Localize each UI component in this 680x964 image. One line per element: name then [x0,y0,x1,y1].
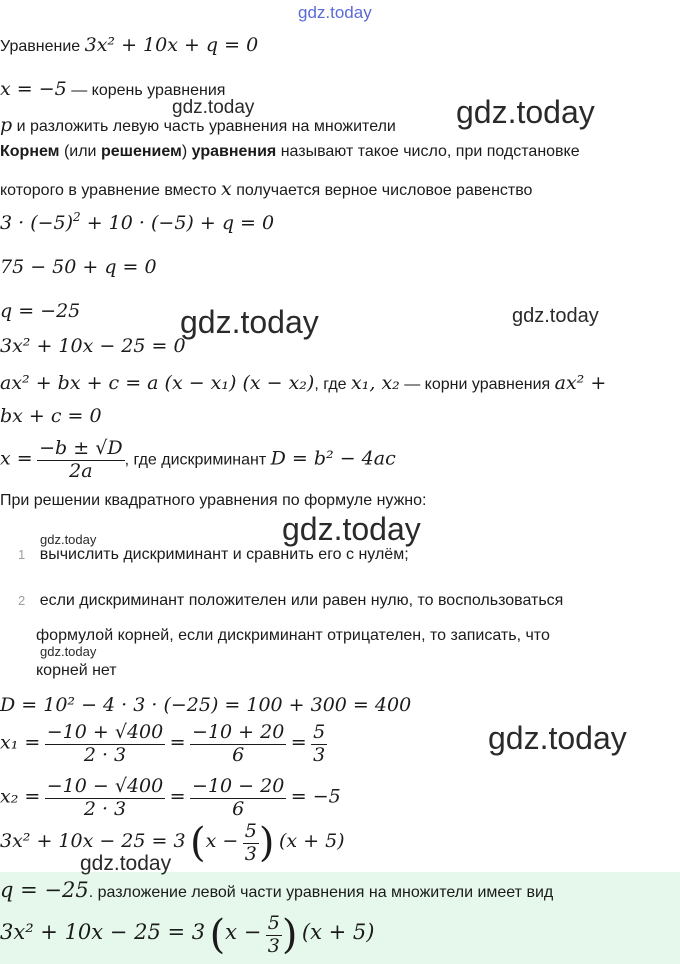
formula-fraction [37,438,124,483]
rule-item-2-line-2: формулой корней, если дискриминант отрицателен, то записать, что [36,627,550,644]
fact-frac [243,821,259,866]
x1-frac-2-num: −10 + 20 [192,721,285,743]
x1-frac-2 [190,722,286,767]
x1-frac-1 [45,722,165,767]
factor-tail: ax² + [554,372,607,394]
formula-where: , где дискриминант [124,451,267,469]
answer-line-2: 3x² + 10x − 25 = 3 (x − $\frac{5}{3}$ ) (x + 5) [0,911,375,958]
step-substitution [0,210,274,234]
goal-text: и разложить левую часть уравнения на множители [16,118,396,135]
definition-line-2 [0,178,532,200]
x1-frac-3-num: 5 [313,721,326,743]
def-line2-var: x [221,178,232,200]
x2-frac-1-num: −10 − √400 [46,775,164,797]
x2-lhs: x₂ = [0,785,41,808]
x1-frac-3-den: 3 [313,743,326,766]
rule-item-1 [18,546,409,564]
x1-frac-1-num: −10 + √400 [46,721,164,743]
x2-result: = −5 [290,785,341,808]
def-line2-a: которого в уравнение вместо [0,182,217,199]
factor-roots-text: — корни уравнения [404,376,551,393]
rule-intro: При решении квадратного уравнения по формуле нужно: [0,492,427,509]
header-site-logo[interactable]: gdz.today [298,3,372,22]
def-rest: называют такое число, при подстановке [276,143,580,160]
x2-frac-2-num: −10 − 20 [192,775,285,797]
task-line [0,34,258,56]
fact-lhs: 3x² + 10x − 25 = 3 [0,830,186,853]
task-intro: Уравнение [0,38,81,55]
rule-item-2-text: если дискриминант положителен или равен нулю, то воспользоваться [39,592,564,609]
def-word-root: Корнем [0,143,60,160]
definition-line-1 [0,143,580,161]
answer-text: . разложение левой части уравнения на множители имеет вид [88,884,554,901]
def-word-equation: уравнения [191,143,277,160]
answer-inner: x − [225,920,262,945]
factor-formula: ax² + bx + c = a (x − x₁) (x − x₂) [0,372,315,394]
x1-frac-3 [311,722,327,767]
root-text: — корень уравнения [71,82,226,99]
rule-item-2-line-3: корней нет [36,662,117,679]
answer-lhs: 3x² + 10x − 25 = 3 [0,920,206,945]
watermark: gdz.today [180,304,319,340]
fact-inner: x − [205,830,239,853]
factor-roots: x₁, x₂ [351,372,400,394]
factor-where: , где [314,376,347,393]
factor-theory-line-2: bx + c = 0 [0,405,102,427]
x2-frac-2-den: 6 [232,797,245,820]
answer-q: q = −25 [0,878,89,902]
answer-frac-num: 5 [267,911,280,934]
x2-frac-1-den: 2 · 3 [83,797,127,820]
goal-var: p [0,114,13,136]
answer-line-1 [0,878,553,902]
x1-calc: x₁ = $\frac{-10 + √400}{2 \cdot 3}$ = $\frac{-10 + 20}{6}$ = $\frac{5}{3}$ [0,721,326,766]
x2-frac-1 [45,776,165,821]
factor-theory-line [0,372,606,394]
watermark: gdz.today [172,97,255,118]
discriminant-calc: D = 10² − 4 · 3 · (−25) = 100 + 300 = 400 [0,694,412,716]
x1-frac-2-den: 6 [232,743,245,766]
answer-frac-den: 3 [267,934,280,957]
watermark: gdz.today [40,532,97,547]
step1-rest: + 10 · (−5) + q = 0 [80,212,275,234]
rule-item-1-number: 1 [18,547,26,562]
step-equation: 3x² + 10x − 25 = 0 [0,335,186,357]
fact-frac-num: 5 [244,819,257,842]
x1-frac-1-den: 2 · 3 [83,743,127,766]
watermark: gdz.today [282,511,421,547]
root-equation: x = −5 [0,78,67,100]
def-paren-close: ) [181,143,192,160]
task-equation: 3x² + 10x + q = 0 [84,34,259,56]
step1-exp: 2 [73,210,81,224]
watermark: gdz.today [456,94,595,130]
formula-numerator: −b ± √D [39,437,123,459]
def-line2-b: получается верное числовое равенство [236,182,533,199]
x2-calc: x₂ = $\frac{-10 - √400}{2 \cdot 3}$ = $\frac{-10 - 20}{6}$ = −5 [0,775,341,820]
x1-lhs: x₁ = [0,731,41,754]
answer-frac [266,913,282,958]
formula-discriminant: D = b² − 4ac [270,447,396,470]
step-simplify: 75 − 50 + q = 0 [0,256,157,278]
watermark: gdz.today [512,305,599,327]
watermark: gdz.today [488,720,627,756]
watermark: gdz.today [80,852,172,875]
answer-tail: (x + 5) [301,920,375,945]
x2-frac-2 [190,776,286,821]
watermark: gdz.today [40,644,97,659]
rule-item-2-number: 2 [18,593,26,608]
formula-lhs: x = [0,447,33,470]
fact-frac-den: 3 [244,842,257,865]
def-word-solution: решением [100,143,182,160]
fact-tail: (x + 5) [278,830,345,853]
formula-denominator: 2a [69,459,93,482]
quadratic-formula-line [0,438,396,483]
step1-base: 3 · (−5) [0,212,74,234]
def-word-or: (или [59,143,101,160]
rule-item-2 [18,592,563,610]
factorization-calc: 3x² + 10x − 25 = 3 (x − $\frac{5}{3}$ ) (x + 5) [0,819,345,866]
step-q-value: q = −25 [0,300,81,322]
rule-item-1-text: вычислить дискриминант и сравнить его с нулём; [39,546,409,563]
